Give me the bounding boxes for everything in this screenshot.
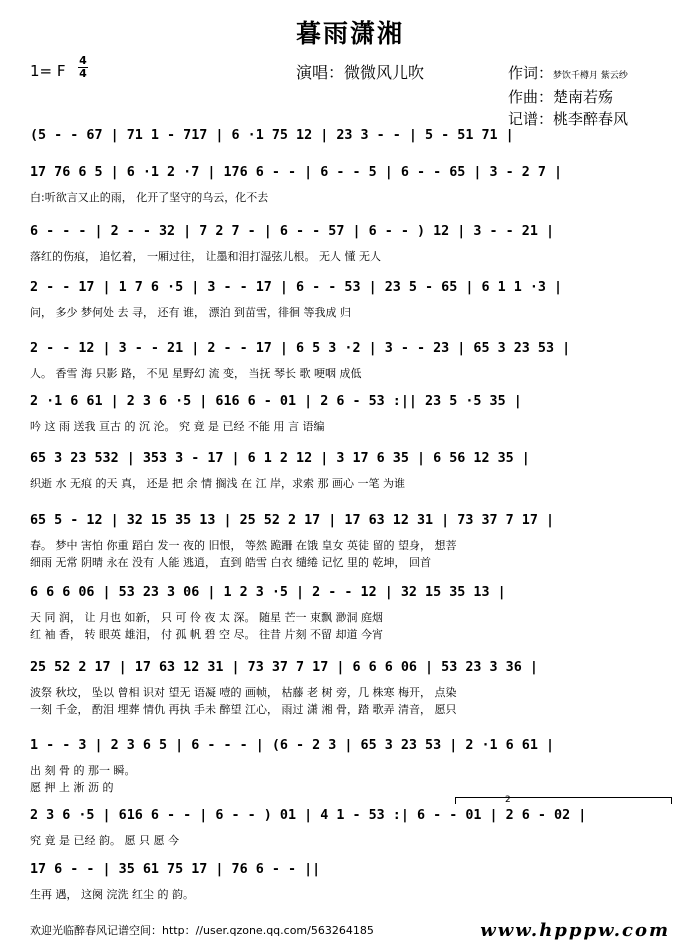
lyric-line: 问， 多少 梦何处 去 寻， 还有 谁， 漂泊 到苗雪，徘徊 等我成 归 (30, 306, 351, 319)
lyric-line: 红 袖 香， 转 眼英 雄泪， 付 孤 帆 碧 空 尽。 往昔 片刻 不留 却道 今宵 (30, 628, 383, 641)
lyricist-credit (508, 62, 628, 83)
site-watermark: www.hpppw.com (480, 920, 670, 941)
notation-line: 6 6 6 06 | 53 23 3 06 | 1 2 3 ·5 | 2 - - 12 | 32 15 35 13 | (30, 585, 506, 600)
lyric-line: 天 同 润， 让 月也 如新， 只 可 伶 夜 太 深。 随星 芒一 束飘 渺洞 庭烟 (30, 611, 383, 624)
lyric-line: 吟 这 雨 送我 亘古 的 沉 沦。 究 竟 是 已经 不能 用 言 语编 (30, 420, 325, 433)
lyric-line: 出 刻 骨 的 那一 瞬。 (30, 764, 136, 777)
lyricist-label: 作词： (508, 64, 554, 82)
time-signature-top: 4 (79, 54, 87, 67)
transcriber-credit (508, 108, 628, 129)
lyric-line: 生再 遇， 这阕 浣洗 红尘 的 韵。 (30, 888, 194, 901)
footer-link-text: 欢迎光临醉春风记谱空间：http：//user.qzone.qq.com/563264185 (30, 924, 374, 937)
lyricist-name: 梦饮千樽月 紫云纱 (553, 71, 628, 81)
composer-label: 作曲： (508, 88, 554, 106)
notation-line: 17 76 6 5 | 6 ·1 2 ·7 | 176 6 - - | 6 - - 5 | 6 - - 65 | 3 - 2 7 | (30, 165, 563, 180)
notation-line: 6 - - - | 2 - - 32 | 7 2 7 - | 6 - - 57 | 6 - - ) 12 | 3 - - 21 | (30, 224, 555, 239)
lyric-line: 细雨 无常 阴晴 永在 没有 人能 逃逍， 直到 皓雪 白衣 缱绻 记忆 里的 乾坤， 回首 (30, 556, 431, 569)
lyric-line: 白:听欲言又止的雨， 化开了坚守的乌云，化不去 (30, 191, 269, 204)
transcriber-label: 记谱： (508, 110, 554, 128)
notation-line: (5 - - 67 | 71 1 - 717 | 6 ·1 75 12 | 23 3 - - | 5 - 51 71 | (30, 128, 514, 143)
lyric-line: 人。 香雪 海 只影 路， 不见 星野幻 流 变， 当抚 琴长 歌 哽咽 成低 (30, 367, 362, 380)
singer-credit: 演唱：微微风儿吹 (296, 63, 425, 82)
transcriber-name: 桃李醉春风 (553, 110, 629, 128)
lyric-line: 落红的伤痕， 追忆着， 一厢过往， 让墨和泪打湿弦儿根。 无人 懂 无人 (30, 250, 381, 263)
notation-line: 2 - - 17 | 1 7 6 ·5 | 3 - - 17 | 6 - - 53 | 23 5 - 65 | 6 1 1 ·3 | (30, 280, 563, 295)
time-signature-bottom: 4 (79, 67, 87, 80)
second-ending-bracket (455, 797, 672, 804)
lyric-line: 一刻 千金， 酌泪 埋葬 情仇 再执 手未 醉望 江心， 雨过 潇 湘 骨，踏 歌弄 清音， 愿只 (30, 703, 457, 716)
lyric-line: 波祭 秋坟， 坠以 曾相 识对 望无 语凝 噎的 画帧， 枯藤 老 树 旁，几 株寒 梅开， 点染 (30, 686, 457, 699)
song-title: 暮雨潇湘 (295, 19, 404, 48)
composer-credit (508, 86, 613, 107)
notation-line: 2 ·1 6 61 | 2 3 6 ·5 | 616 6 - 01 | 2 6 - 53 :|| 23 5 ·5 35 | (30, 394, 522, 409)
composer-name: 楚南若殇 (553, 88, 614, 106)
lyric-line: 究 竟 是 已经 韵。 愿 只 愿 今 (30, 834, 179, 847)
notation-line: 65 3 23 532 | 353 3 - 17 | 6 1 2 12 | 3 17 6 35 | 6 56 12 35 | (30, 451, 530, 466)
lyric-line: 愿 押 上 淅 沥 的 (30, 781, 114, 794)
notation-line: 17 6 - - | 35 61 75 17 | 76 6 - - || (30, 862, 321, 877)
second-ending-label: 2 (505, 795, 511, 805)
notation-line: 65 5 - 12 | 32 15 35 13 | 25 52 2 17 | 17 63 12 31 | 73 37 7 17 | (30, 513, 555, 528)
lyric-line: 春。 梦中 害怕 你重 蹈白 发一 夜的 旧恨， 等然 跪跚 在饿 皇女 英徒 留的 望身， 想菩 (30, 539, 457, 552)
time-signature (76, 55, 90, 80)
lyric-line: 织逝 水 无痕 的天 真， 还是 把 余 情 搁浅 在 江 岸，求索 那 画心 一笔 为谁 (30, 477, 405, 490)
notation-line: 2 - - 12 | 3 - - 21 | 2 - - 17 | 6 5 3 ·2 | 3 - - 23 | 65 3 23 53 | (30, 341, 571, 356)
key-signature: 1= F (30, 62, 66, 80)
notation-line: 2 3 6 ·5 | 616 6 - - | 6 - - ) 01 | 4 1 - 53 :| 6 - - 01 | 2 6 - 02 | (30, 808, 587, 823)
notation-line: 1 - - 3 | 2 3 6 5 | 6 - - - | (6 - 2 3 | 65 3 23 53 | 2 ·1 6 61 | (30, 738, 555, 753)
notation-line: 25 52 2 17 | 17 63 12 31 | 73 37 7 17 | 6 6 6 06 | 53 23 3 36 | (30, 660, 538, 675)
